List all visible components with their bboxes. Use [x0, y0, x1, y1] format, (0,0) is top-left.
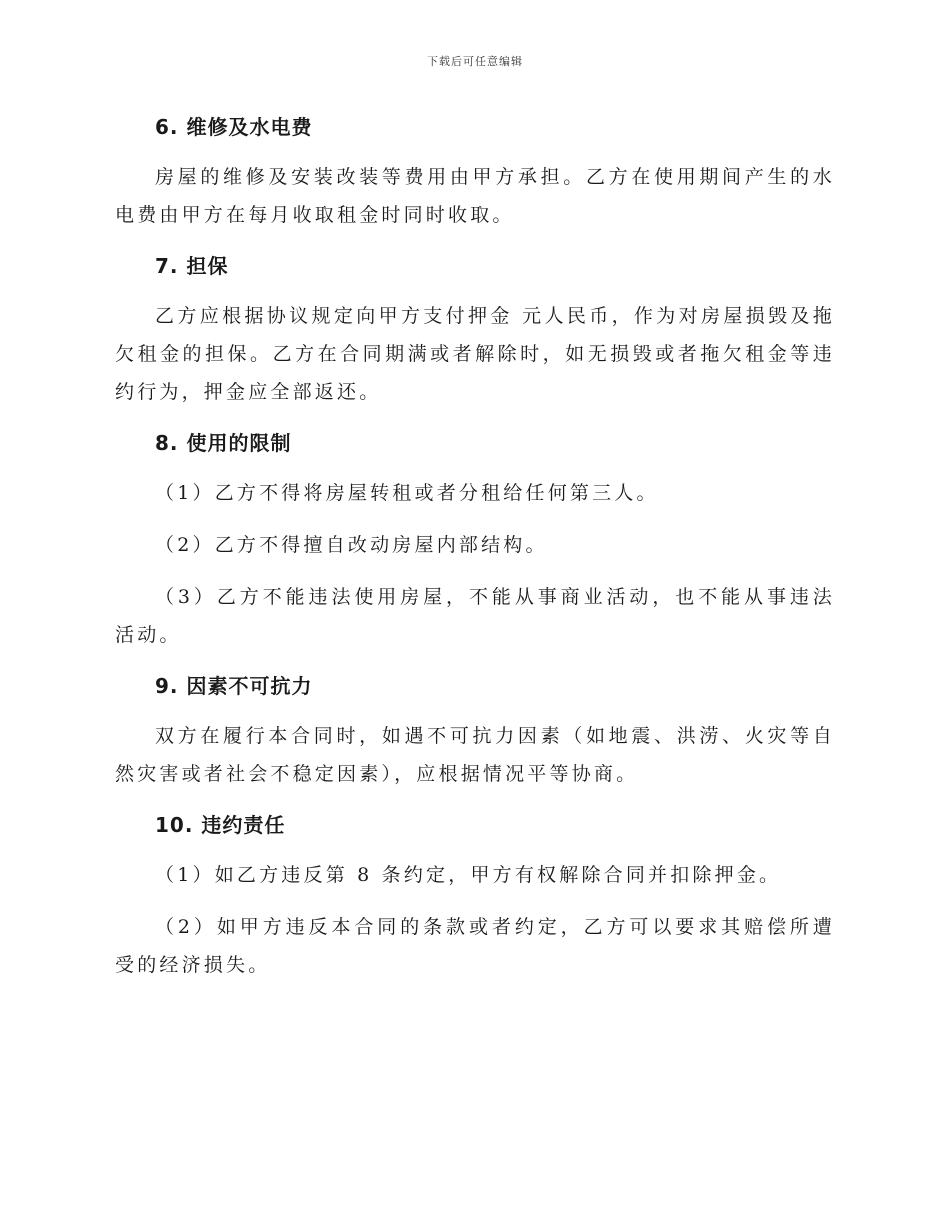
section-10-item-1: （1）如乙方违反第 8 条约定，甲方有权解除合同并扣除押金。: [155, 864, 782, 886]
section-8-item-2: （2）乙方不得擅自改动房屋内部结构。: [155, 534, 548, 556]
section-7-paragraph: 乙方应根据协议规定向甲方支付押金 元人民币，作为对房屋损毁及拖欠租金的担保。乙方在合同期满或者解除时，如无损毁或者拖欠租金等违约行为，押金应全部返还。: [115, 305, 835, 403]
section-heading-7: 7. 担保: [155, 254, 229, 278]
section-8-item-3: （3）乙方不能违法使用房屋，不能从事商业活动，也不能从事违法活动。: [115, 586, 835, 646]
section-heading-9: 9. 因素不可抗力: [155, 674, 313, 698]
section-heading-8: 8. 使用的限制: [155, 431, 292, 455]
section-heading-10: 10. 违约责任: [155, 813, 286, 837]
section-8-item-1: （1）乙方不得将房屋转租或者分租给任何第三人。: [155, 482, 659, 504]
document-body: [115, 110, 835, 984]
section-heading-6: 6. 维修及水电费: [155, 115, 313, 139]
section-10-item-2: （2）如甲方违反本合同的条款或者约定，乙方可以要求其赔偿所遭受的经济损失。: [115, 916, 835, 976]
page-header: 下载后可任意编辑: [427, 55, 523, 68]
section-9-paragraph: 双方在履行本合同时，如遇不可抗力因素（如地震、洪涝、火灾等自然灾害或者社会不稳定因素），应根据情况平等协商。: [115, 725, 835, 785]
section-6-paragraph: 房屋的维修及安装改装等费用由甲方承担。乙方在使用期间产生的水电费由甲方在每月收取租金时同时收取。: [115, 166, 835, 226]
